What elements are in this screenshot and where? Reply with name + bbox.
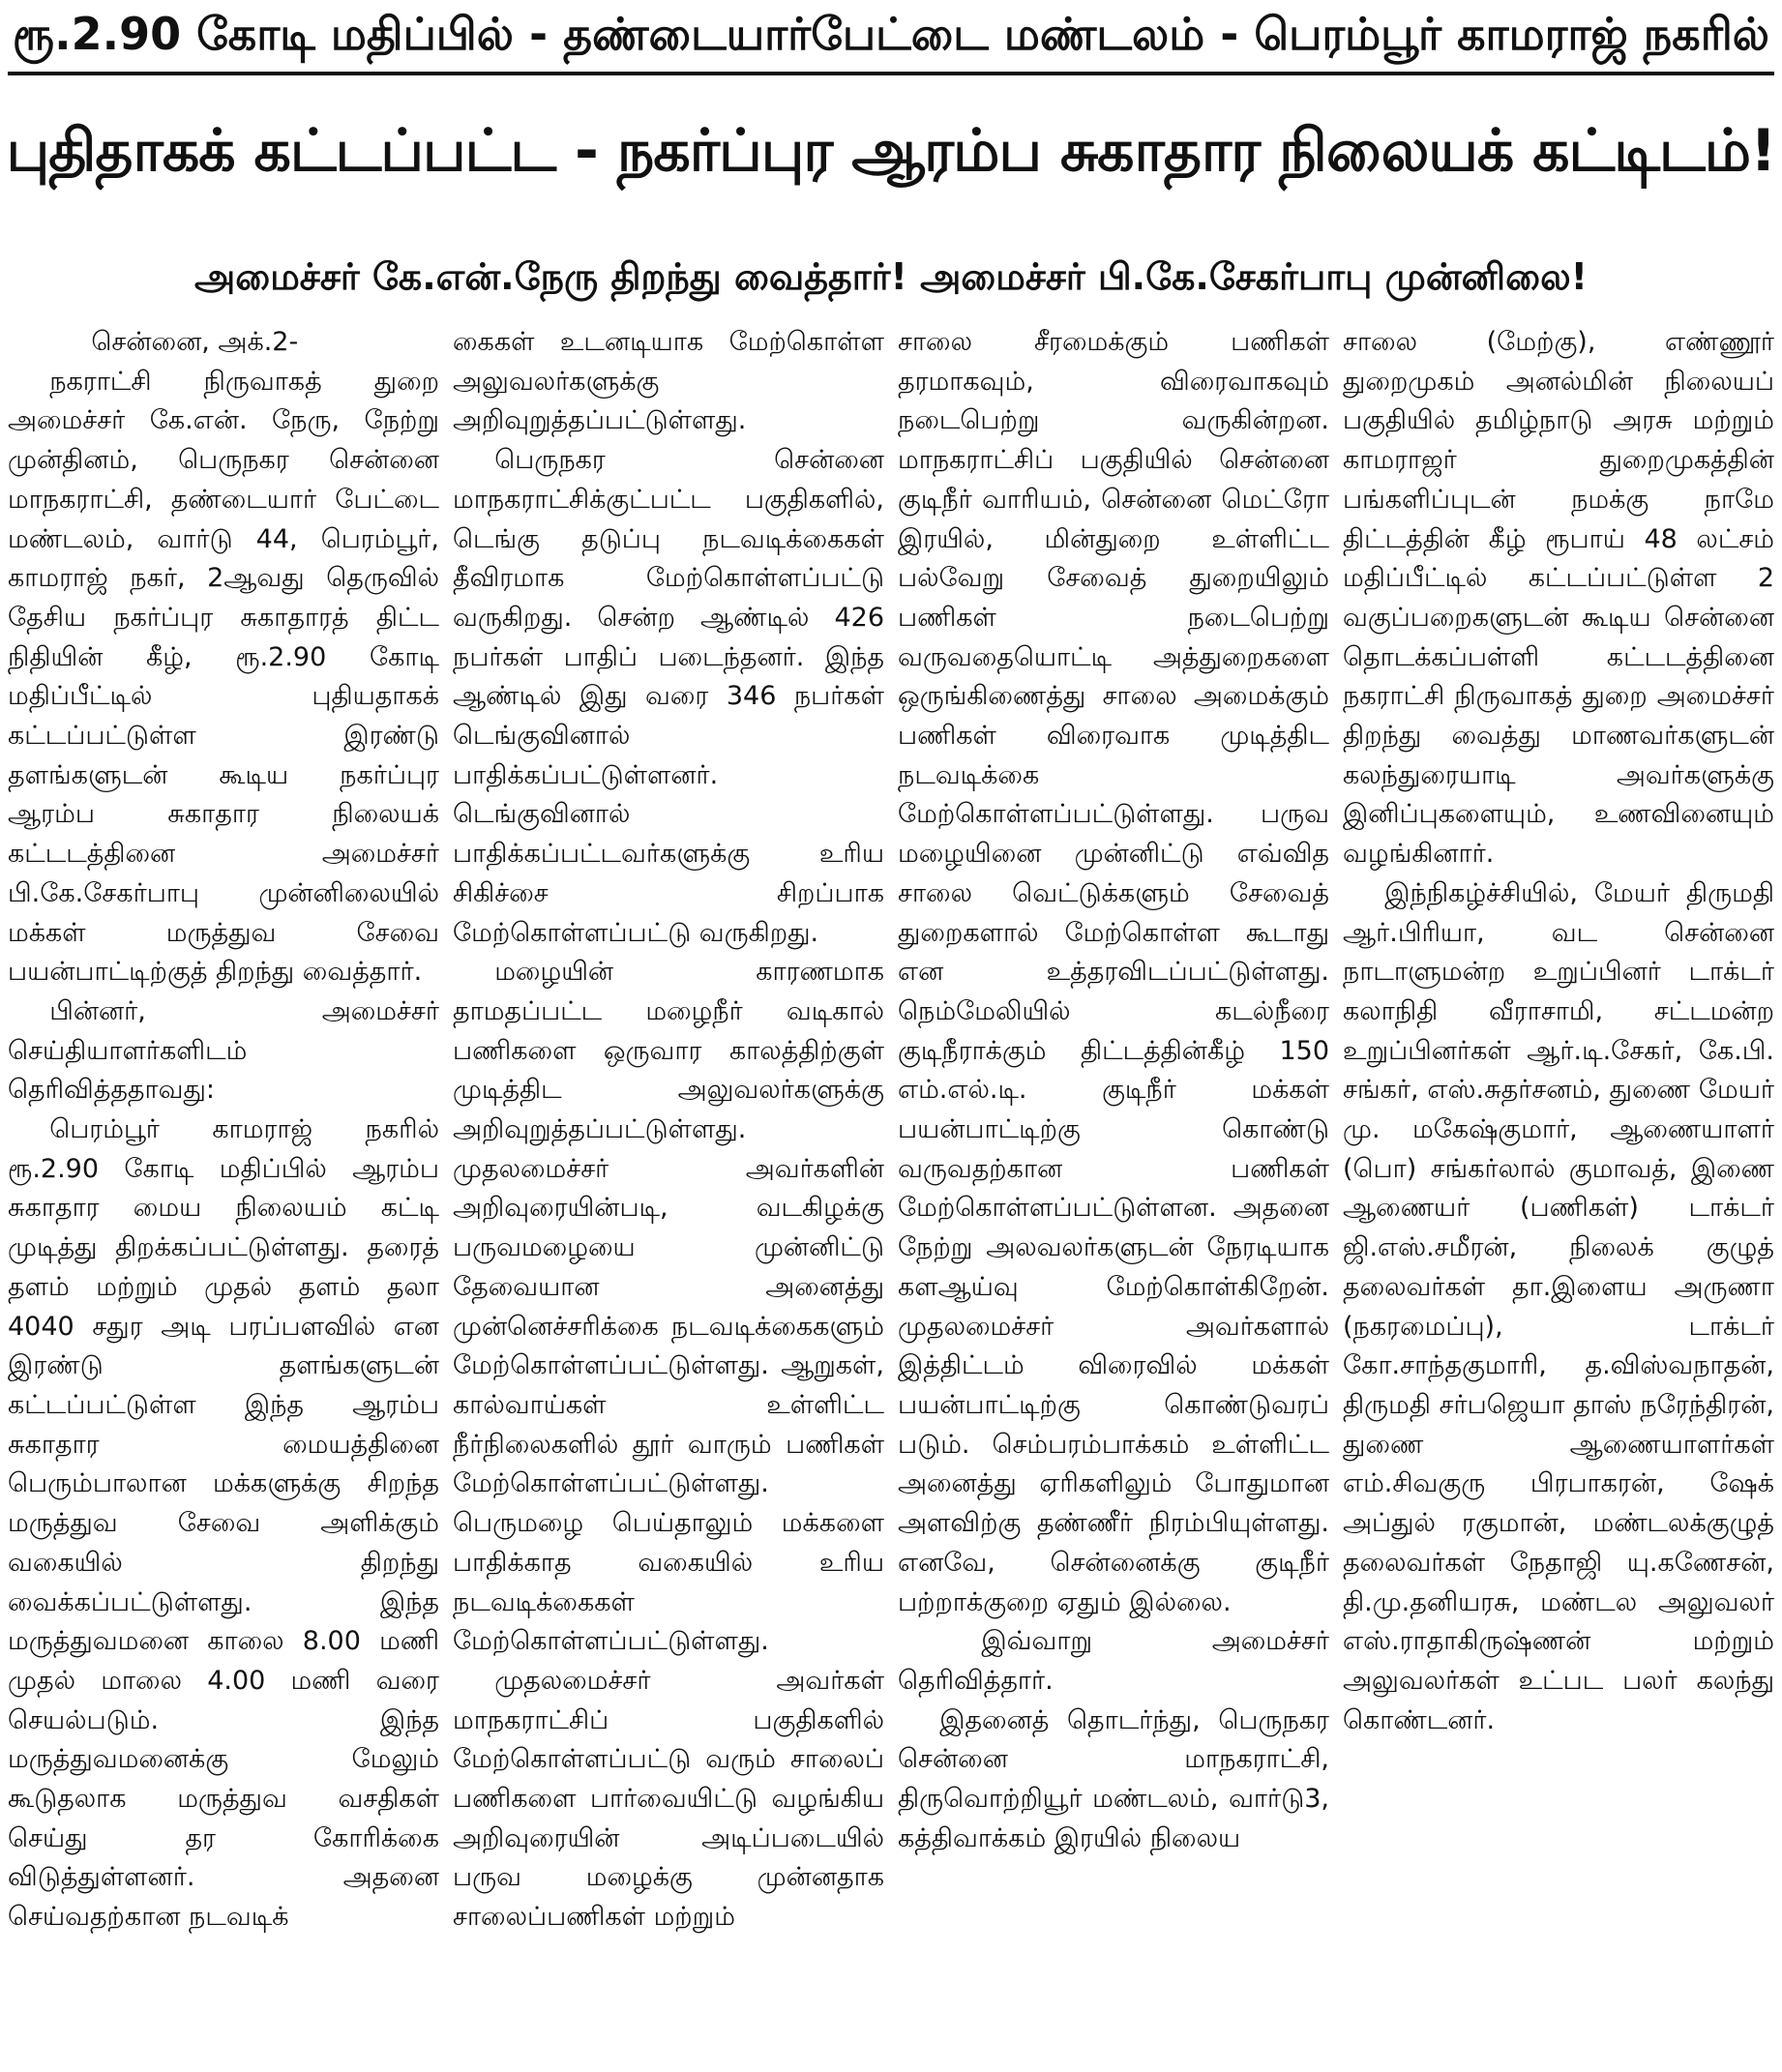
paragraph: இந்நிகழ்ச்சியில், மேயர் திருமதி ஆர்.பிரியா, வட சென்னை நாடாளுமன்ற உறுப்பினர் டாக்டர் கலாநிதி வீராசாமி, சட்டமன்ற உறுப்பினர்கள் ஆர்.டி.சேகர், கே.பி. சங்கர், எஸ்.சுதர்சனம், துணை மேயர் மு. மகேஷ்குமார், ஆணையாளர் (பொ) சங்கர்லால் குமாவத், இணை ஆணையர் (பணிகள்) டாக்டர் ஜி.எஸ்.சமீரன், நிலைக் குழுத் தலைவர்கள் தா.இளைய அருணா (நகரமைப்பு), டாக்டர் கோ.சாந்தகுமாரி, த.விஸ்வநாதன், திருமதி சர்பஜெயா தாஸ் நரேந்திரன், துணை ஆணையாளர்கள் எம்.சிவகுரு பிரபாகரன், ஷேக் அப்துல் ரகுமான், மண்டலக்குழுத் தலைவர்கள் நேதாஜி யு.கணேசன், தி.மு.தனியரசு, மண்டல அலுவலர் எஸ்.ராதாகிருஷ்ணன் மற்றும் அலுவலர்கள் உட்பட பலர் கலந்து கொண்டனர். [1343, 877, 1774, 1735]
article-column-1 [8, 323, 439, 2064]
headline: புதிதாகக் கட்டப்பட்ட - நகர்ப்புர ஆரம்ப சுகாதார நிலையக் கட்டிடம்! [6, 117, 1776, 185]
article-column-4 [1343, 323, 1774, 2064]
paragraph: பெருநகர சென்னை மாநகராட்சிக்குட்பட்ட பகுதிகளில், டெங்கு தடுப்பு நடவடிக்கைகள் தீவிரமாக மேற்கொள்ளப்பட்டு வருகிறது. சென்ற ஆண்டில் 426 நபர்கள் பாதிப் படைந்தனர். இந்த ஆண்டில் இது வரை 346 நபர்கள் டெங்குவினால் பாதிக்கப்பட்டுள்ளனர். டெங்குவினால் பாதிக்கப்பட்டவர்களுக்கு உரிய சிகிச்சை சிறப்பாக மேற்கொள்ளப்பட்டு வருகிறது. [453, 445, 884, 948]
paragraph: முதலமைச்சர் அவர்கள் மாநகராட்சிப் பகுதிகளில் மேற்கொள்ளப்பட்டு வரும் சாலைப் பணிகளை பார்வையிட்டு வழங்கிய அறிவுரையின் அடிப்படையில் பருவ மழைக்கு முன்னதாக சாலைப்பணிகள் மற்றும் [453, 1665, 884, 1933]
article-column-2 [453, 323, 884, 2064]
paragraph: இதனைத் தொடர்ந்து, பெருநகர சென்னை மாநகராட்சி, திருவொற்றியூர் மண்டலம், வார்டு3, கத்திவாக்கம் இரயில் நிலைய [898, 1704, 1329, 1853]
paragraph: நகராட்சி நிருவாகத் துறை அமைச்சர் கே.என். நேரு, நேற்று முன்தினம், பெருநகர சென்னை மாநகராட்சி, தண்டையார் பேட்டை மண்டலம், வார்டு 44, பெரம்பூர், காமராஜ் நகர், 2ஆவது தெருவில் தேசிய நகர்ப்புர சுகாதாரத் திட்ட நிதியின் கீழ், ரூ.2.90 கோடி மதிப்பீட்டில் புதியதாகக் கட்டப்பட்டுள்ள இரண்டு தளங்களுடன் கூடிய நகர்ப்புர ஆரம்ப சுகாதார நிலையக் கட்டடத்தினை அமைச்சர் பி.கே.சேகர்பாபு முன்னிலையில் மக்கள் மருத்துவ சேவை பயன்பாட்டிற்குத் திறந்து வைத்தார். [8, 366, 439, 988]
subheadline: அமைச்சர் கே.என்.நேரு திறந்து வைத்தார்! அமைச்சர் பி.கே.சேகர்பாபு முன்னிலை! [194, 255, 1588, 298]
kicker-line: ரூ.2.90 கோடி மதிப்பில் - தண்டையார்பேட்டை மண்டலம் - பெரம்பூர் காமராஜ் நகரில் [13, 8, 1769, 60]
dateline: சென்னை, அக்.2- [91, 327, 299, 357]
paragraph: கைகள் உடனடியாக மேற்கொள்ள அலுவலர்களுக்கு அறிவுறுத்தப்பட்டுள்ளது. [453, 327, 884, 436]
paragraph: மழையின் காரணமாக தாமதப்பட்ட மழைநீர் வடிகால் பணிகளை ஒருவார காலத்திற்குள் முடித்திட அலுவலர்களுக்கு அறிவுறுத்தப்பட்டுள்ளது. முதலமைச்சர் அவர்களின் அறிவுரையின்படி, வடகிழக்கு பருவமழையை முன்னிட்டு தேவையான அனைத்து முன்னெச்சரிக்கை நடவடிக்கைகளும் மேற்கொள்ளப்பட்டுள்ளது. ஆறுகள், கால்வாய்கள் உள்ளிட்ட நீர்நிலைகளில் தூர் வாரும் பணிகள் மேற்கொள்ளப்பட்டுள்ளது. பெருமழை பெய்தாலும் மக்களை பாதிக்காத வகையில் உரிய நடவடிக்கைகள் மேற்கொள்ளப்பட்டுள்ளது. [453, 957, 884, 1657]
article-body [8, 323, 1774, 2064]
paragraph: பின்னர், அமைச்சர் செய்தியாளர்களிடம் தெரிவித்ததாவது: [8, 995, 439, 1106]
paragraph: சாலை (மேற்கு), எண்ணூர் துறைமுகம் அனல்மின் நிலையப் பகுதியில் தமிழ்நாடு அரசு மற்றும் காமராஜர் துறைமுகத்தின் பங்களிப்புடன் நமக்கு நாமே திட்டத்தின் கீழ் ரூபாய் 48 லட்சம் மதிப்பீட்டில் கட்டப்பட்டுள்ள 2 வகுப்பறைகளுடன் கூடிய சென்னை தொடக்கப்பள்ளி கட்டடத்தினை நகராட்சி நிருவாகத் துறை அமைச்சர் திறந்து வைத்து மாணவர்களுடன் கலந்துரையாடி அவர்களுக்கு இனிப்புகளையும், உணவினையும் வழங்கினார். [1343, 327, 1774, 870]
header-divider [8, 72, 1774, 75]
paragraph: சாலை சீரமைக்கும் பணிகள் தரமாகவும், விரைவாகவும் நடைபெற்று வருகின்றன. மாநகராட்சிப் பகுதியில் சென்னை குடிநீர் வாரியம், சென்னை மெட்ரோ இரயில், மின்துறை உள்ளிட்ட பல்வேறு சேவைத் துறையிலும் பணிகள் நடைபெற்று வருவதையொட்டி அத்துறைகளை ஒருங்கிணைத்து சாலை அமைக்கும் பணிகள் விரைவாக முடித்திட நடவடிக்கை மேற்கொள்ளப்பட்டுள்ளது. பருவ மழையினை முன்னிட்டு எவ்வித சாலை வெட்டுக்களும் சேவைத் துறைகளால் மேற்கொள்ள கூடாது என உத்தரவிடப்பட்டுள்ளது. நெம்மேலியில் கடல்நீரை குடிநீராக்கும் திட்டத்தின்கீழ் 150 எம்.எல்.டி. குடிநீர் மக்கள் பயன்பாட்டிற்கு கொண்டு வருவதற்கான பணிகள் மேற்கொள்ளப்பட்டுள்ளன. அதனை நேற்று அலவலர்களுடன் நேரடியாக களஆய்வு மேற்கொள்கிறேன். முதலமைச்சர் அவர்களால் இத்திட்டம் விரைவில் மக்கள் பயன்பாட்டிற்கு கொண்டுவரப் படும். செம்பரம்பாக்கம் உள்ளிட்ட அனைத்து ஏரிகளிலும் போதுமான அளவிற்கு தண்ணீர் நிரம்பியுள்ளது. எனவே, சென்னைக்கு குடிநீர் பற்றாக்குறை ஏதும் இல்லை. [898, 327, 1329, 1617]
article-column-3 [898, 323, 1329, 2064]
paragraph: பெரம்பூர் காமராஜ் நகரில் ரூ.2.90 கோடி மதிப்பில் ஆரம்ப சுகாதார மைய நிலையம் கட்டி முடித்து திறக்கப்பட்டுள்ளது. தரைத் தளம் மற்றும் முதல் தளம் தலா 4040 சதுர அடி பரப்பளவில் என இரண்டு தளங்களுடன் கட்டப்பட்டுள்ள இந்த ஆரம்ப சுகாதார மையத்தினை பெரும்பாலான மக்களுக்கு சிறந்த மருத்துவ சேவை அளிக்கும் வகையில் திறந்து வைக்கப்பட்டுள்ளது. இந்த மருத்துவமனை காலை 8.00 மணி முதல் மாலை 4.00 மணி வரை செயல்படும். இந்த மருத்துவமனைக்கு மேலும் கூடுதலாக மருத்துவ வசதிகள் செய்து தர கோரிக்கை விடுத்துள்ளனர். அதனை செய்வதற்கான நடவடிக் [8, 1114, 439, 1933]
paragraph: இவ்வாறு அமைச்சர் தெரிவித்தார். [898, 1626, 1329, 1696]
